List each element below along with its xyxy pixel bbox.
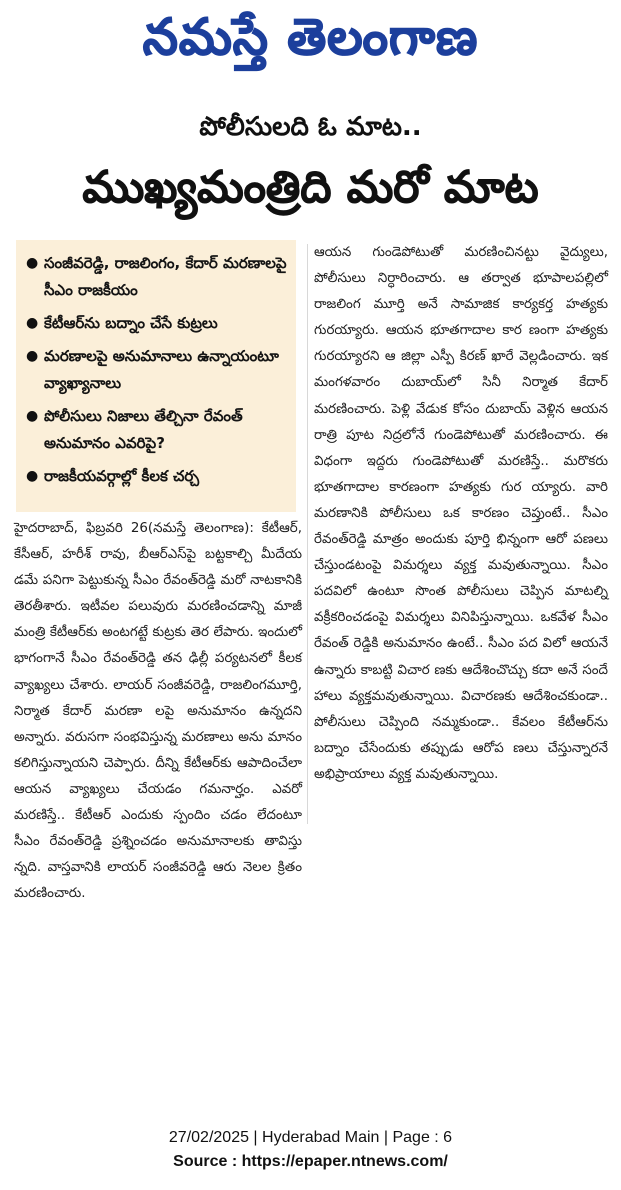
- edition-info: 27/02/2025 | Hyderabad Main | Page : 6: [168, 1129, 453, 1146]
- bullet-icon: ●: [26, 348, 39, 364]
- article-body-right: ఆయన గుండెపోటుతో మరణించినట్టు వైద్యులు, పోలీసులు నిర్ధారించారు. ఆ తర్వాత భూపాలపల్లిలో రాజలింగ మూర్తి అనే సామాజిక కార్యకర్త హత్యకు గురయ్యారు. ఆయన భూతగాదాల కార ణంగా హత్యకు గురయ్యారని ఆ జిల్లా ఎస్పీ కిరణ్ ఖారే వెల్లడించారు. ఇక మంగళవారం దుబాయ్‌లో సినీ నిర్మాత కేదార్ మరణించారు. పెళ్లి వేడుక కోసం దుబాయ్ వెళ్లిన ఆయన రాత్రి పూట నిద్రలోనే గుండెపోటుతో మరణించారు. ఈ విధంగా ఇద్దరు గుండెపోటుతో మరణిస్తే.. మరొకరు భూతగాదాల కారణంగా హత్యకు గుర య్యారు. వారి మరణానికి పోలీసులు ఒక కారణం చెప్తుంటే.. సీఎం రేవంత్‌రెడ్డి మాత్రం అందుకు పూర్తి భిన్నంగా ఆరో పణలు చేస్తుండటంపై విమర్శలు వ్యక్త మవుతున్నాయి. సీఎం పదవిలో ఉంటూ సొంత పోలీసులు చెప్పిన మాటల్ని వక్రీకరించడంపై విమర్శలు వినిపిస్తున్నాయి. ఒకవేళ సీఎం రేవంత్ రెడ్డికి అనుమానం ఉంటే.. సీఎం పద విలో ఆయనే ఉన్నారు కాబట్టి విచార ణకు ఆదేశించొచ్చు కదా అనే సందే హాలు వ్యక్తమవుతున్నాయి. విచారణకు ఆదేశించకుండా.. పోలీసులు చెప్పింది నమ్మకుండా.. కేవలం కేటీఆర్‌ను బద్నాం చేసేందుకు తప్పుడు ఆరోప ణలు చేస్తున్నారనే అభిప్రాయాలు వ్యక్త మవుతున్నాయి.: [314, 245, 608, 782]
- highlights-box: [16, 240, 296, 512]
- bullet-icon: ●: [26, 408, 39, 424]
- bullet-icon: ●: [26, 255, 39, 271]
- page-footer: [0, 1126, 621, 1174]
- bullet-icon: ●: [26, 315, 39, 331]
- article-kicker: పోలీసులది ఓ మాట..: [199, 112, 422, 142]
- newspaper-logo: నమస్తే తెలంగాణ: [142, 7, 479, 66]
- article-body-left: హైదరాబాద్, ఫిబ్రవరి 26(నమస్తే తెలంగాణ): కేటీఆర్, కేసీఆర్, హరీశ్ రావు, బీఆర్‌ఎస్‌పై బట్టకాల్చి మీదేయ డమే పనిగా పెట్టుకున్న సీఎం రేవంత్‌రెడ్డి మరో నాటకానికి తెరతీశారు. ఇటీవల పలువురు మరణించడాన్ని మాజీ మంత్రి కేటీఆర్‌కు అంటగట్టే కుట్రకు తెర లేపారు. ఇందులో భాగంగానే సీఎం రేవంత్‌రెడ్డి తన ఢిల్లీ పర్యటనలో కీలక వ్యాఖ్యలు చేశారు. లాయర్ సంజీవరెడ్డి, రాజలింగమూర్తి, నిర్మాత కేదార్ మరణా లపై అనుమానం ఉన్నదని అన్నారు. వరుసగా సంభవిస్తున్న మరణాలు అను మానం కలిగిస్తున్నాయని చెప్పారు. దీన్ని కేటీఆర్‌కు ఆపాదించేలా ఆయన వ్యాఖ్యలు చేయడం గమనార్హం. ఎవరో మరణిస్తే.. కేటీఆర్ ఎందుకు స్పందిం చడం లేదంటూ సీఎం రేవంత్‌రెడ్డి ప్రశ్నించడం అనుమానాలకు తావిస్తు న్నది. వాస్తవానికి లాయర్ సంజీవరెడ్డి ఆరు నెలల క్రితం మరణించారు.: [14, 521, 302, 902]
- highlight-item: ● సంజీవరెడ్డి, రాజలింగం, కేదార్ మరణాలపై సీఎం రాజకీయం: [26, 250, 288, 304]
- highlight-item: ● కేటీఆర్‌ను బద్నాం చేసే కుట్రలు: [26, 310, 288, 337]
- article-headline: ముఖ్యమంత్రిది మరో మాట: [82, 162, 539, 213]
- masthead: [0, 0, 621, 86]
- highlight-item: ● మరణాలపై అనుమానాలు ఉన్నాయంటూ వ్యాఖ్యానాలు: [26, 343, 288, 397]
- highlights-list: [26, 250, 288, 490]
- highlight-item: ● రాజకీయవర్గాల్లో కీలక చర్చ: [26, 463, 288, 490]
- source-link[interactable]: Source : https://epaper.ntnews.com/: [173, 1153, 448, 1170]
- highlight-item: ● పోలీసులు నిజాలు తేల్చినా రేవంత్ అనుమానం ఎవరిపై?: [26, 403, 288, 457]
- bullet-icon: ●: [26, 468, 39, 484]
- column-divider: [307, 244, 308, 824]
